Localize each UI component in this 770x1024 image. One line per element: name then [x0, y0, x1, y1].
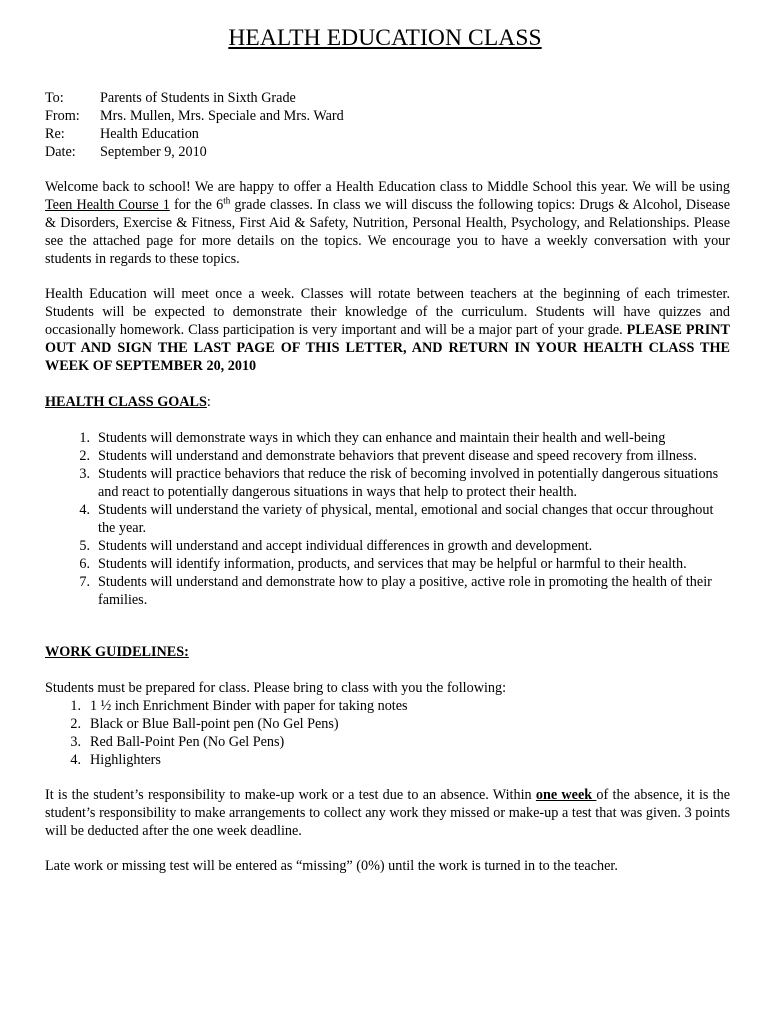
list-text: Students will demonstrate ways in which they can enhance and maintain their health and well-being: [98, 430, 666, 446]
list-number: 5.: [79, 538, 90, 554]
list-text: Students will understand and demonstrate behaviors that prevent disease and speed recovery from illness.: [98, 448, 697, 464]
memo-header: [45, 89, 645, 161]
list-item: [45, 715, 645, 733]
list-text: Students will understand and demonstrate how to play a positive, active role in promoting the health of their families.: [98, 574, 712, 608]
memo-date-row: [45, 143, 645, 161]
list-text: 1 ½ inch Enrichment Binder with paper for taking notes: [90, 698, 408, 714]
list-number: 4.: [79, 502, 90, 518]
list-item: [45, 447, 730, 465]
list-text: Students will understand the variety of physical, mental, emotional and social changes that occur throughout the year.: [98, 502, 714, 536]
memo-value: Health Education: [100, 126, 199, 142]
list-number: 3.: [79, 466, 90, 482]
list-text: Red Ball-Point Pen (No Gel Pens): [90, 734, 285, 750]
list-item: [45, 537, 730, 555]
list-text: Black or Blue Ball-point pen (No Gel Pens): [90, 716, 339, 732]
memo-label: From:: [45, 108, 80, 124]
intro-text: for the 6: [169, 197, 224, 213]
work-guidelines-heading: [45, 643, 189, 661]
page-title: HEALTH EDUCATION CLASS: [228, 25, 542, 51]
list-item: [45, 733, 645, 751]
list-item: [45, 465, 730, 501]
absence-text: It is the student’s responsibility to make-up work or a test due to an absence. Within: [45, 787, 536, 803]
work-heading-text: WORK GUIDELINES:: [45, 644, 189, 660]
memo-label: To:: [45, 90, 64, 106]
ordinal-suffix: th: [223, 195, 231, 206]
list-number: 1.: [70, 698, 81, 714]
list-number: 6.: [79, 556, 90, 572]
goals-heading-colon: :: [206, 394, 211, 410]
memo-value: Mrs. Mullen, Mrs. Speciale and Mrs. Ward: [100, 108, 344, 124]
list-item: [45, 555, 730, 573]
supplies-list: [45, 697, 645, 769]
list-text: Students will identify information, products, and services that may be helpful or harmful to their health.: [98, 556, 687, 572]
list-number: 7.: [79, 574, 90, 590]
list-item: [45, 573, 730, 609]
meeting-paragraph: [45, 285, 730, 375]
memo-to-row: [45, 89, 645, 107]
one-week-emphasis: one week: [535, 787, 597, 803]
late-work-paragraph: Late work or missing test will be entered as “missing” (0%) until the work is turned in to the teacher.: [45, 858, 618, 874]
list-item: [45, 429, 730, 447]
list-text: Students will understand and accept individual differences in growth and development.: [98, 538, 593, 554]
memo-value: Parents of Students in Sixth Grade: [100, 90, 296, 106]
intro-text: Welcome back to school! We are happy to offer a Health Education class to Middle School this year. We will be using: [45, 179, 730, 195]
goals-heading: [45, 393, 211, 411]
memo-re-row: [45, 125, 645, 143]
textbook-title: Teen Health Course 1: [45, 197, 170, 213]
memo-value: September 9, 2010: [100, 144, 207, 160]
list-item: [45, 697, 645, 715]
absence-text: of the absence, it is the student’s responsibility to make arrangements to collect any work they missed or make-up a test that was given. 3 points will be deducted after the one week deadline.: [45, 787, 730, 839]
list-text: Students will practice behaviors that reduce the risk of becoming involved in potentially dangerous situations and react to potentially dangerous situations in ways that help to protect their health.: [98, 466, 719, 500]
meeting-text: Health Education will meet once a week. Classes will rotate between teachers at the beginning of each trimester. Students will be expected to demonstrate their knowledge of the curriculum. Students will have quizzes and occasionally homework. Class participation is very important and will be a major part of your grade.: [45, 286, 730, 338]
list-number: 1.: [79, 430, 90, 446]
memo-label: Re:: [45, 126, 65, 142]
list-number: 2.: [70, 716, 81, 732]
intro-text: grade classes. In class we will discuss the following topics: Drugs & Alcohol, Disease & Disorders, Exercise & Fitness, First Aid & Safety, Nutrition, Personal Health, Psychology, and Relationships. Please see the attached page for more details on the topics. We encourage you to have a weekly conversation with your students in regards to these topics.: [45, 197, 731, 267]
list-number: 4.: [70, 752, 81, 768]
prep-text: Students must be prepared for class. Please bring to class with you the following:: [45, 680, 507, 696]
list-number: 2.: [79, 448, 90, 464]
absence-paragraph: [45, 786, 730, 840]
goals-list: [45, 429, 730, 609]
list-number: 3.: [70, 734, 81, 750]
list-item: [45, 751, 645, 769]
return-instruction: PLEASE PRINT OUT AND SIGN THE LAST PAGE OF THIS LETTER, AND RETURN IN YOUR HEALTH CLASS THE WEEK OF SEPTEMBER 20, 2010: [45, 322, 730, 374]
intro-paragraph: [45, 178, 730, 268]
memo-label: Date:: [45, 144, 76, 160]
goals-heading-text: HEALTH CLASS GOALS: [45, 394, 207, 410]
list-item: [45, 501, 730, 537]
memo-from-row: [45, 107, 645, 125]
list-text: Highlighters: [90, 752, 161, 768]
